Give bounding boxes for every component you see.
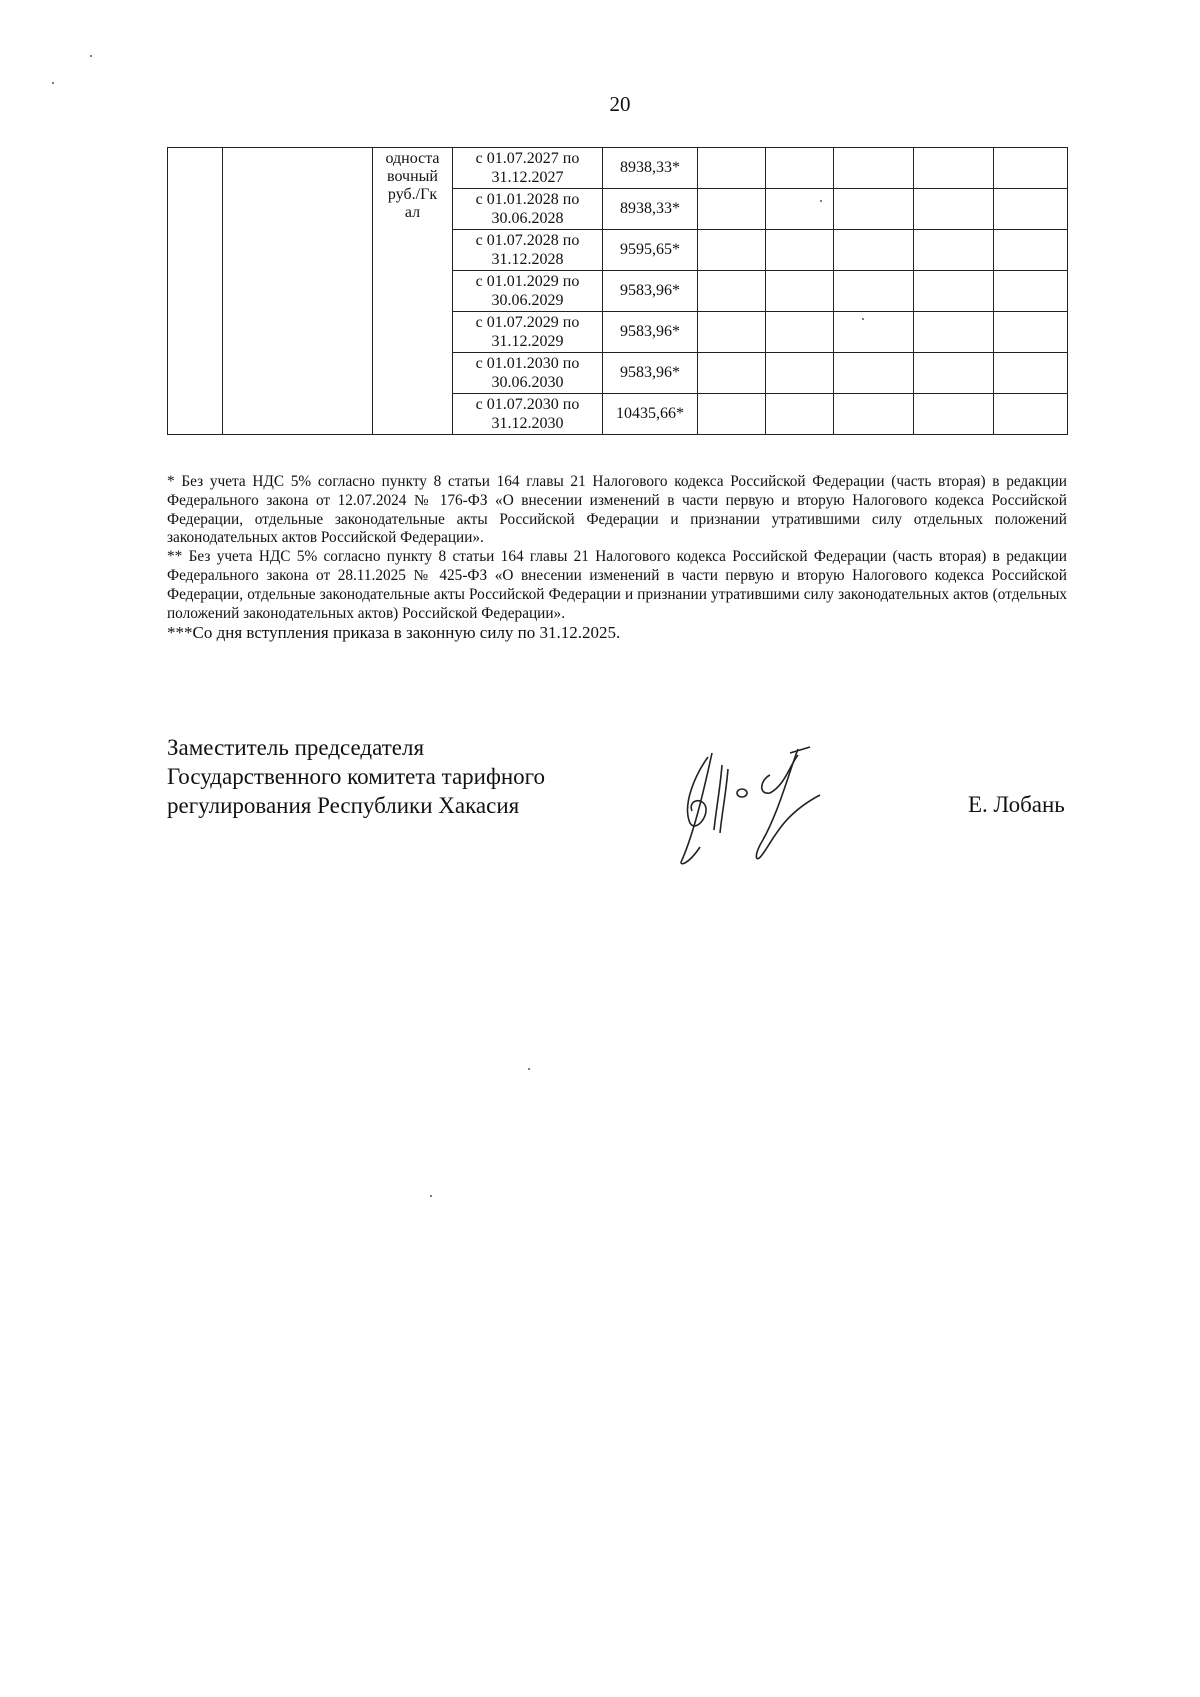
signer-position — [167, 733, 545, 820]
empty-cell — [698, 353, 766, 394]
period-cell — [453, 353, 603, 394]
period-end: 31.12.2030 — [491, 415, 564, 432]
period-start: с 01.01.2028 по — [475, 191, 580, 208]
unit-line: руб./Гк — [387, 186, 438, 203]
empty-cell — [994, 148, 1068, 189]
empty-cell — [914, 394, 994, 435]
empty-cell — [698, 230, 766, 271]
unit-line: односта — [385, 150, 440, 167]
period-cell — [453, 230, 603, 271]
page-number: 20 — [609, 92, 631, 116]
empty-cell — [834, 271, 914, 312]
tariff-table — [167, 147, 1068, 435]
empty-cell — [766, 230, 834, 271]
footnote-1: * Без учета НДС 5% согласно пункту 8 статьи 164 главы 21 Налогового кодекса Российской Федерации (часть вторая) в редакции Федерального закона от 12.07.2024 № 176-ФЗ «О внесении изменений в части первую и вторую Налогового кодекса Российской Федерации, отдельные законодательные акты Российской Федерации и признании утратившими силу отдельных положений законодательных актов Российской Федерации». — [167, 473, 1067, 547]
empty-cell — [834, 148, 914, 189]
index-cell — [168, 148, 223, 435]
empty-cell — [834, 394, 914, 435]
unit-line: ал — [404, 204, 421, 221]
footnote-2: ** Без учета НДС 5% согласно пункту 8 статьи 164 главы 21 Налогового кодекса Российской Федерации (часть вторая) в редакции Федерального закона от 28.11.2025 № 425-ФЗ «О внесении изменений в части первую и вторую Налогового кодекса Российской Федерации, отдельные законодательные акты Российской Федерации и признании утратившими силу законодательных актов (отдельных положений законодательных актов) Российской Федерации». — [167, 548, 1067, 622]
tariff-value-cell: 8938,33* — [603, 148, 698, 189]
unit-line: вочный — [387, 168, 438, 185]
empty-cell — [698, 394, 766, 435]
footnote-3: ***Со дня вступления приказа в законную силу по 31.12.2025. — [167, 623, 621, 643]
scan-speck — [820, 200, 822, 202]
empty-cell — [834, 312, 914, 353]
empty-cell — [766, 148, 834, 189]
tariff-value-cell: 9583,96* — [603, 353, 698, 394]
empty-cell — [914, 312, 994, 353]
empty-cell — [698, 148, 766, 189]
empty-cell — [766, 189, 834, 230]
signer-position-line-3: регулирования Республики Хакасия — [167, 793, 520, 818]
empty-cell — [766, 271, 834, 312]
empty-cell — [834, 353, 914, 394]
empty-cell — [914, 353, 994, 394]
signer-position-line-1: Заместитель председателя — [167, 735, 425, 760]
empty-cell — [698, 312, 766, 353]
signer-name: Е. Лобань — [968, 792, 1065, 817]
empty-cell — [994, 353, 1068, 394]
empty-cell — [914, 271, 994, 312]
empty-cell — [994, 312, 1068, 353]
scan-speck — [862, 318, 864, 320]
handwritten-signature — [670, 735, 870, 875]
empty-cell — [994, 271, 1068, 312]
tariff-value-cell: 10435,66* — [603, 394, 698, 435]
period-start: с 01.07.2028 по — [475, 232, 580, 249]
scan-speck — [528, 1068, 530, 1070]
empty-cell — [914, 148, 994, 189]
period-cell — [453, 312, 603, 353]
period-end: 30.06.2030 — [491, 374, 564, 391]
period-end: 30.06.2029 — [491, 292, 564, 309]
empty-cell — [766, 394, 834, 435]
empty-cell — [698, 189, 766, 230]
empty-cell — [994, 394, 1068, 435]
footnotes — [167, 473, 1067, 643]
scan-speck — [52, 82, 54, 84]
scan-speck — [430, 1195, 432, 1197]
empty-cell — [914, 230, 994, 271]
period-cell — [453, 271, 603, 312]
period-cell — [453, 148, 603, 189]
period-end: 31.12.2029 — [491, 333, 564, 350]
empty-cell — [834, 230, 914, 271]
empty-cell — [698, 271, 766, 312]
period-start: с 01.07.2029 по — [475, 314, 580, 331]
period-cell — [453, 189, 603, 230]
period-end: 31.12.2028 — [491, 251, 564, 268]
period-cell — [453, 394, 603, 435]
unit-cell — [373, 148, 453, 435]
period-start: с 01.01.2030 по — [475, 355, 580, 372]
tariff-table-body — [168, 148, 1068, 435]
period-start: с 01.07.2027 по — [475, 150, 580, 167]
empty-cell — [994, 189, 1068, 230]
period-end: 31.12.2027 — [491, 169, 564, 186]
tariff-value-cell: 9583,96* — [603, 312, 698, 353]
tariff-value-cell: 8938,33* — [603, 189, 698, 230]
table-row — [168, 148, 1068, 189]
empty-cell — [834, 189, 914, 230]
empty-cell — [994, 230, 1068, 271]
period-start: с 01.01.2029 по — [475, 273, 580, 290]
period-start: с 01.07.2030 по — [475, 396, 580, 413]
signer-position-line-2: Государственного комитета тарифного — [167, 764, 546, 789]
scan-speck — [90, 55, 92, 57]
empty-cell — [766, 353, 834, 394]
empty-cell — [766, 312, 834, 353]
consumer-cell — [223, 148, 373, 435]
tariff-value-cell: 9595,65* — [603, 230, 698, 271]
period-end: 30.06.2028 — [491, 210, 564, 227]
empty-cell — [914, 189, 994, 230]
tariff-value-cell: 9583,96* — [603, 271, 698, 312]
